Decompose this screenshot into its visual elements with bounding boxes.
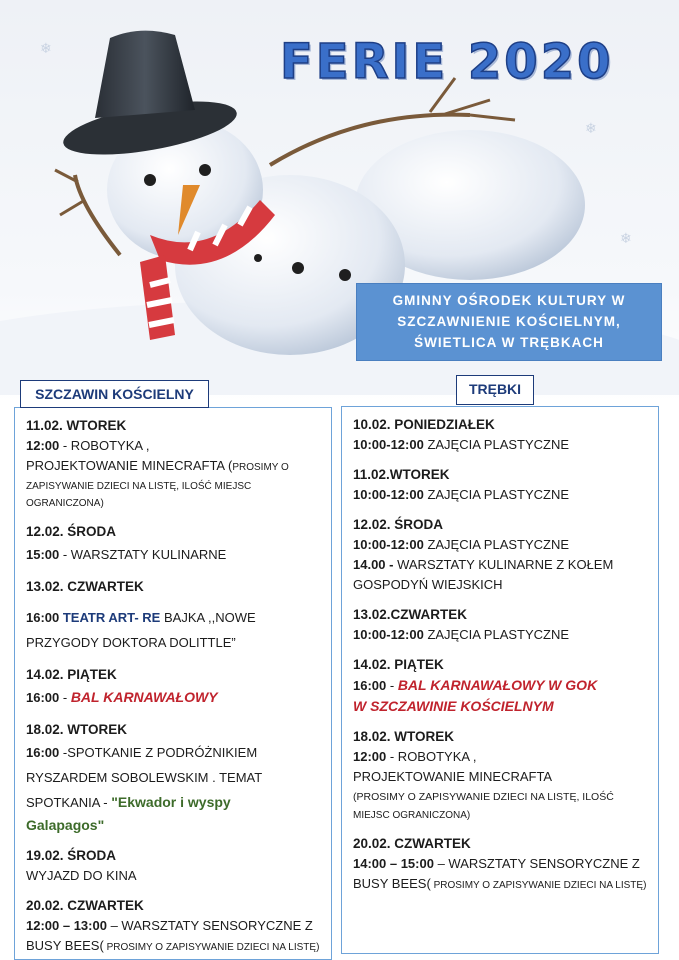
event-line: GOSPODYŃ WIEJSKICH: [353, 577, 503, 592]
event-time: 12:00: [353, 749, 387, 764]
event-time: 14:00 – 15:00: [353, 856, 434, 871]
day-heading: 13.02.CZWARTEK: [353, 607, 468, 622]
event-text: BAJKA ,,NOWE: [160, 610, 256, 625]
event-line: RYSZARDEM SOBOLEWSKIM . TEMAT: [26, 770, 263, 785]
event-text: - WARSZTATY KULINARNE: [59, 547, 227, 562]
event-note: PROSIMY O ZAPISYWANIE DZIECI NA LISTĘ): [430, 880, 647, 891]
event-line: [353, 485, 648, 505]
event-line: PRZYGODY DOKTORA DOLITTLE”: [26, 635, 236, 650]
event-line: [26, 685, 321, 710]
event-time: 10:00-12:00: [353, 627, 424, 642]
organizer-line: GMINNY OŚRODEK KULTURY W: [392, 293, 626, 308]
event-time: 16:00: [26, 610, 60, 625]
snowflake-icon: ❄: [585, 120, 597, 136]
event-text: -SPOTKANIE Z PODRÓŻNIKIEM: [59, 745, 258, 760]
schedule-day: [26, 720, 321, 836]
event-topic: Galapagos": [26, 817, 105, 833]
day-heading: 12.02. ŚRODA: [353, 517, 444, 532]
event-time: 16:00: [353, 678, 387, 693]
event-text: PROJEKTOWANIE MINECRAFTA (: [26, 458, 233, 473]
poster-title: FERIE 2020: [280, 34, 614, 90]
schedule-day: [353, 415, 648, 455]
event-highlight: BAL KARNAWAŁOWY W GOK: [397, 677, 598, 693]
event-highlight: BAL KARNAWAŁOWY: [70, 689, 218, 705]
event-line: WYJAZD DO KINA: [26, 868, 137, 883]
event-note: PROSIMY O: [232, 462, 289, 473]
event-line: [26, 605, 321, 630]
event-time: 16:00: [26, 690, 60, 705]
day-heading: 14.02. PIĄTEK: [353, 657, 444, 672]
location-label-szczawin: SZCZAWIN KOŚCIELNY: [20, 380, 209, 408]
organizer-line: ŚWIETLICA W TRĘBKACH: [414, 335, 604, 350]
event-line: [26, 456, 321, 478]
schedule-day: [353, 465, 648, 505]
schedule-day: [353, 655, 648, 717]
event-time: 15:00: [26, 547, 60, 562]
event-line: [26, 790, 321, 815]
day-heading: 13.02. CZWARTEK: [26, 579, 144, 594]
schedule-day: [353, 605, 648, 645]
event-organizer: TEATR ART- RE: [59, 610, 161, 625]
event-time: 14.00 -: [353, 557, 394, 572]
day-heading: 12.02. ŚRODA: [26, 524, 117, 539]
schedule-day: [26, 665, 321, 710]
event-line: [353, 625, 648, 645]
day-heading: 10.02. PONIEDZIAŁEK: [353, 417, 495, 432]
event-line: [353, 854, 648, 874]
event-line: [26, 740, 321, 765]
event-note: ZAPISYWANIE DZIECI NA LISTĘ, ILOŚĆ MIEJSC: [26, 481, 252, 492]
event-line: [26, 936, 321, 958]
snowflake-icon: ❄: [620, 230, 632, 246]
snowflake-icon: ❄: [40, 40, 52, 56]
schedule-panel-trebki: [341, 406, 659, 954]
event-time: 10:00-12:00: [353, 487, 424, 502]
event-text: - ROBOTYKA ,: [386, 749, 477, 764]
schedule-panel-szczawin: [14, 407, 332, 960]
event-text: -: [59, 690, 71, 705]
event-text: ZAJĘCIA PLASTYCZNE: [423, 487, 570, 502]
event-time: 16:00: [26, 745, 60, 760]
day-heading: 18.02. WTOREK: [353, 729, 455, 744]
event-time: 10:00-12:00: [353, 437, 424, 452]
event-text: ZAJĘCIA PLASTYCZNE: [423, 437, 570, 452]
event-line: [353, 435, 648, 455]
event-line: [26, 916, 321, 936]
day-heading: 11.02.WTOREK: [353, 467, 450, 482]
event-line: [353, 747, 648, 767]
schedule-day: [26, 416, 321, 512]
event-text: – WARSZTATY SENSORYCZNE Z: [106, 918, 313, 933]
schedule-day: [26, 522, 321, 567]
event-text: ZAJĘCIA PLASTYCZNE: [423, 537, 570, 552]
schedule-day: [353, 727, 648, 824]
event-line: [26, 436, 321, 456]
event-line: [26, 542, 321, 567]
organizer-box: [356, 283, 662, 361]
day-heading: 20.02. CZWARTEK: [26, 898, 144, 913]
event-highlight: W SZCZAWINIE KOŚCIELNYM: [353, 698, 554, 714]
event-note: OGRANICZONA): [26, 498, 104, 509]
event-line: PROJEKTOWANIE MINECRAFTA: [353, 769, 553, 784]
schedule-day: [26, 577, 321, 655]
event-line: [353, 696, 648, 717]
day-heading: 18.02. WTOREK: [26, 722, 128, 737]
event-line: [353, 535, 648, 555]
organizer-line: SZCZAWNIENIE KOŚCIELNYM,: [397, 314, 621, 329]
schedule-day: [353, 515, 648, 595]
event-note: MIEJSC OGRANICZONA): [353, 810, 471, 821]
event-text: -: [386, 678, 398, 693]
event-time: 10:00-12:00: [353, 537, 424, 552]
event-text: – WARSZTATY SENSORYCZNE Z: [433, 856, 640, 871]
event-text: BUSY BEES(: [353, 876, 431, 891]
event-note: (PROSIMY O ZAPISYWANIE DZIECI NA LISTĘ, ILOŚĆ: [353, 791, 614, 803]
event-line: [353, 675, 648, 696]
event-line: [353, 555, 648, 575]
event-line: [26, 815, 321, 836]
event-note: PROSIMY O ZAPISYWANIE DZIECI NA LISTĘ): [103, 942, 320, 953]
event-topic: "Ekwador i wyspy: [111, 794, 231, 810]
schedule-day: [26, 846, 321, 886]
event-line: [353, 874, 648, 896]
event-text: SPOTKANIA -: [26, 795, 112, 810]
day-heading: 19.02. ŚRODA: [26, 848, 117, 863]
event-text: ZAJĘCIA PLASTYCZNE: [423, 627, 570, 642]
day-heading: 14.02. PIĄTEK: [26, 667, 117, 682]
event-text: - ROBOTYKA ,: [59, 438, 150, 453]
event-text: WARSZTATY KULINARNE Z KOŁEM: [393, 557, 614, 572]
event-time: 12:00 – 13:00: [26, 918, 107, 933]
schedule-day: [26, 896, 321, 958]
event-time: 12:00: [26, 438, 60, 453]
event-text: BUSY BEES(: [26, 938, 104, 953]
location-label-trebki: TRĘBKI: [456, 375, 534, 405]
day-heading: 20.02. CZWARTEK: [353, 836, 471, 851]
day-heading: 11.02. WTOREK: [26, 418, 127, 433]
schedule-day: [353, 834, 648, 896]
